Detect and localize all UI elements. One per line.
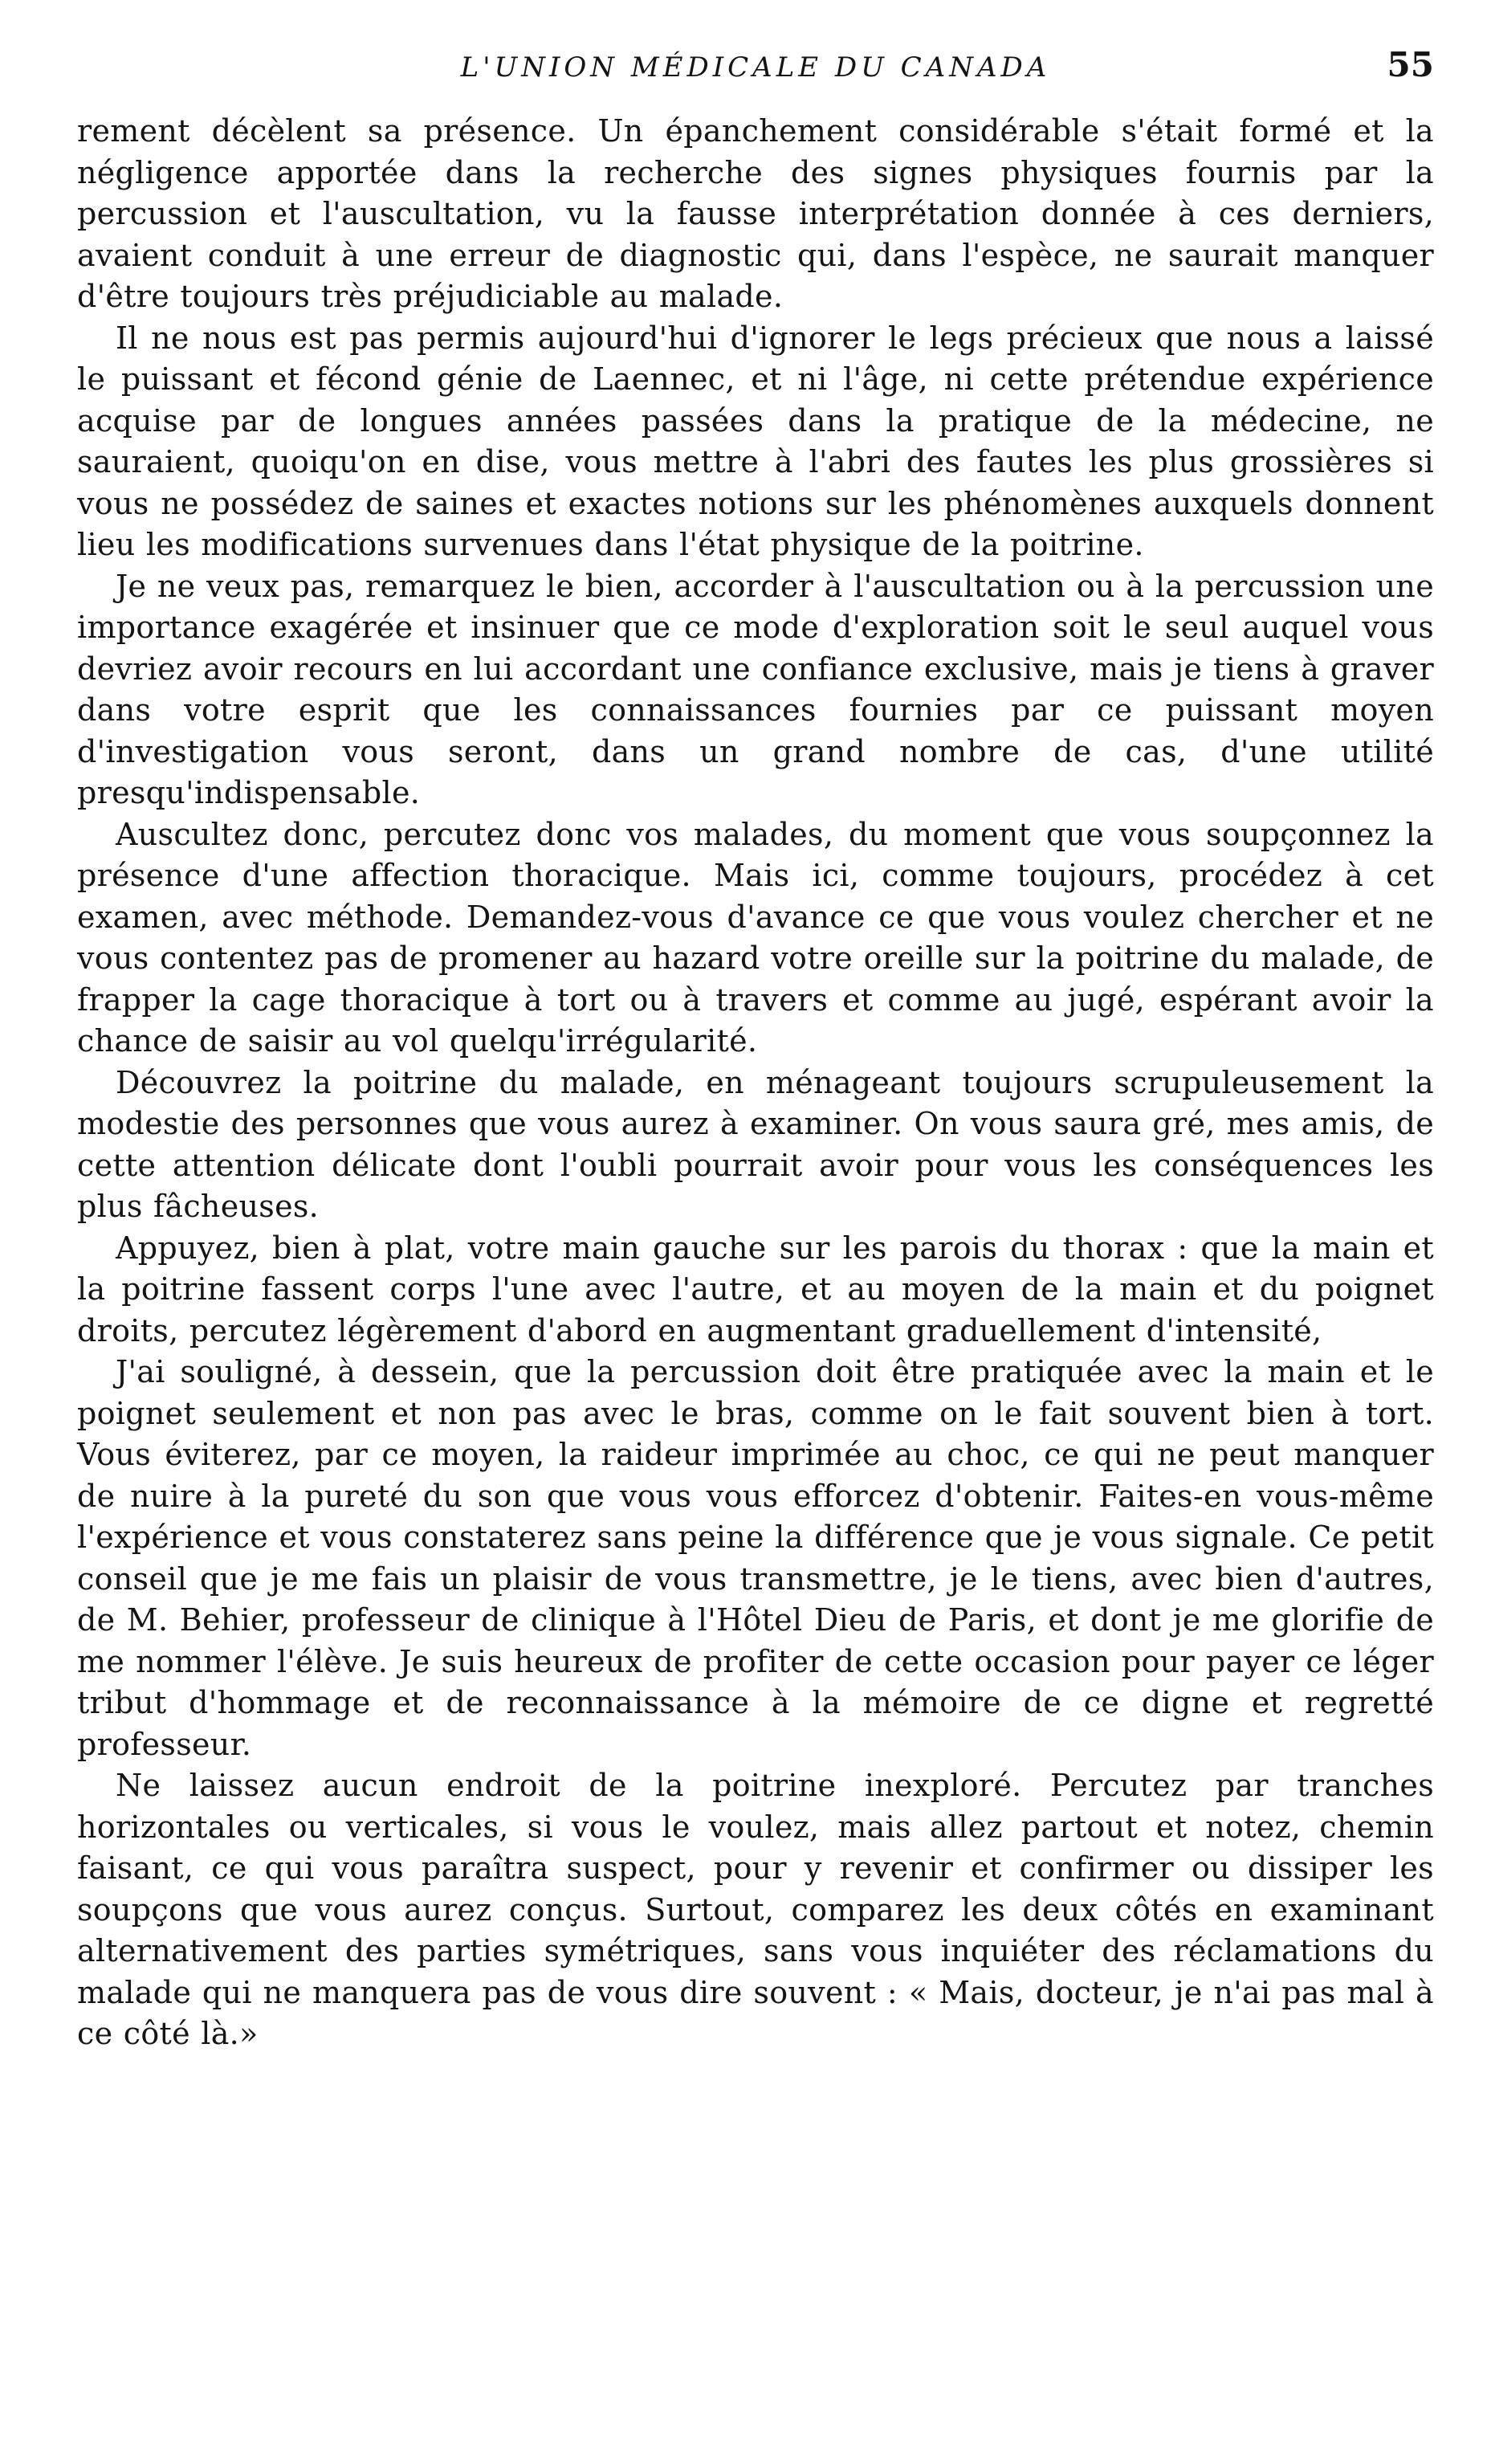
journal-title: L'UNION MÉDICALE DU CANADA [460, 51, 1051, 84]
article-body [77, 111, 1434, 2055]
document-page [77, 40, 1434, 2433]
paragraph-percussion-technique: J'ai souligné, à dessein, que la percussion doit être pratiquée avec la main et le poignet seulement et non pas avec le bras, comme on le fait souvent bien à tort. Vous éviterez, par ce moyen, la raideur imprimée au choc, ce qui ne peut manquer de nuire à la pureté du son que vous vous efforcez d'obtenir. Faites-en vous-même l'expérience et vous constaterez sans peine la différence que je vous signale. Ce petit conseil que je me fais un plaisir de vous transmettre, je le tiens, avec bien d'autres, de M. Behier, professeur de clinique à l'Hôtel Dieu de Paris, et dont je me glorifie de me nommer l'élève. Je suis heureux de profiter de cette occasion pour payer ce léger tribut d'hommage et de reconnaissance à la mémoire de ce digne et regretté professeur. [77, 1354, 1434, 1762]
page-number: 55 [1387, 45, 1434, 84]
paragraph-method: Auscultez donc, percutez donc vos malades, du moment que vous soupçonnez la présence d'une affection thoracique. Mais ici, comme toujours, procédez à cet examen, avec méthode. Demandez-vous d'avance ce que vous voulez chercher et ne vous contentez pas de promener au hazard votre oreille sur la poitrine du malade, de frapper la cage thoracique à tort ou à travers et comme au jugé, espérant avoir la chance de saisir au vol quelqu'irrégularité. [77, 816, 1434, 1059]
running-header [77, 40, 1434, 96]
paragraph-modesty: Découvrez la poitrine du malade, en ménageant toujours scrupuleusement la modestie des personnes que vous aurez à examiner. On vous saura gré, mes amis, de cette attention délicate dont l'oubli pourrait avoir pour vous les conséquences les plus fâcheuses. [77, 1064, 1434, 1224]
paragraph-auscultation-importance: Je ne veux pas, remarquez le bien, accorder à l'auscultation ou à la percussion une importance exagérée et insinuer que ce mode d'exploration soit le seul auquel vous devriez avoir recours en lui accordant une confiance exclusive, mais je tiens à graver dans votre esprit que les connaissances fournies par ce puissant moyen d'investigation vous seront, dans un grand nombre de cas, d'une utilité presqu'indispensable. [77, 568, 1434, 810]
paragraph-exploration: Ne laissez aucun endroit de la poitrine inexploré. Percutez par tranches horizontales ou verticales, si vous le voulez, mais allez partout et notez, chemin faisant, ce qui vous paraîtra suspect, pour y revenir et confirmer ou dissiper les soupçons que vous aurez conçus. Surtout, comparez les deux côtés en examinant alternativement des parties symétriques, sans vous inquiéter des réclamations du malade qui ne manquera pas de vous dire souvent : « Mais, docteur, je n'ai pas mal à ce côté là.» [77, 1768, 1434, 2051]
paragraph-continuation: rement décèlent sa présence. Un épanchement considérable s'était formé et la négligence apportée dans la recherche des signes physiques fournis par la percussion et l'auscultation, vu la fausse interprétation donnée à ces derniers, avaient conduit à une erreur de diagnostic qui, dans l'espèce, ne saurait manquer d'être toujours très préjudiciable au malade. [77, 113, 1434, 314]
paragraph-laennec: Il ne nous est pas permis aujourd'hui d'ignorer le legs précieux que nous a laissé le puissant et fécond génie de Laennec, et ni l'âge, ni cette prétendue expérience acquise par de longues années passées dans la pratique de la médecine, ne sauraient, quoiqu'on en dise, vous mettre à l'abri des fautes les plus grossières si vous ne possédez de saines et exactes notions sur les phénomènes auxquels donnent lieu les modifications survenues dans l'état physique de la poitrine. [77, 320, 1434, 562]
paragraph-hand-position: Appuyez, bien à plat, votre main gauche sur les parois du thorax : que la main et la poitrine fassent corps l'une avec l'autre, et au moyen de la main et du poignet droits, percutez légèrement d'abord en augmentant graduellement d'intensité, [77, 1230, 1434, 1348]
